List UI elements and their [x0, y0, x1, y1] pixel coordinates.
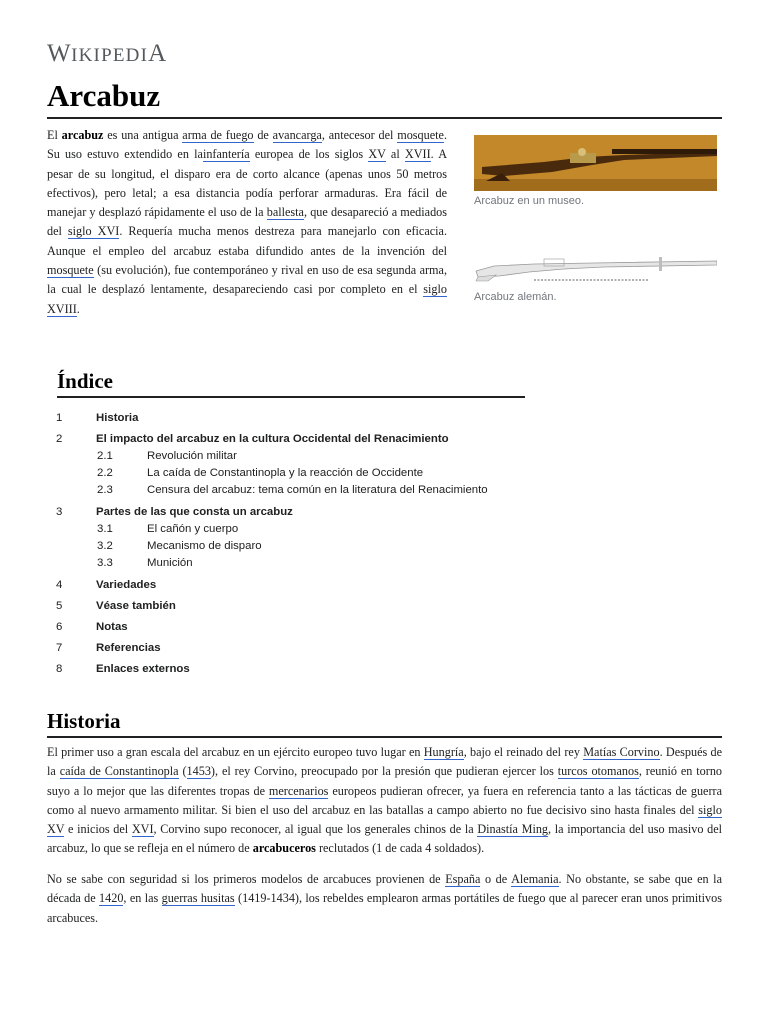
title-divider	[47, 117, 722, 119]
historia-paragraph-2	[47, 870, 722, 928]
arquebus-german-drawing	[474, 251, 717, 287]
wordmark-part: W	[47, 40, 72, 67]
bold-term-arcabuceros: arcabuceros	[252, 841, 316, 856]
lead-text: de	[253, 128, 273, 142]
lead-text: al	[385, 147, 405, 162]
link-siglo-xv[interactable]: XV	[368, 147, 386, 162]
figure-caption: Arcabuz en un museo.	[474, 195, 585, 207]
toc-item-label: Variedades	[96, 579, 157, 591]
toc-item-number: 7	[56, 642, 63, 654]
body-text: El primer uso a gran escala del arcabuz en un ejército europeo tuvo lugar en	[47, 745, 424, 759]
toc-subitem-label: Mecanismo de disparo	[147, 540, 262, 552]
link-mosquete[interactable]: mosquete	[397, 128, 444, 142]
page-title: Arcabuz	[47, 78, 161, 113]
lead-text: , que desapareció a mediados del	[47, 205, 447, 239]
historia-paragraph-1	[47, 743, 722, 859]
lead-text: . Requería mucha menos destreza para manejarlo con eficacia. Aunque el empleo del arcabuz estaba difundido antes de la invención del	[47, 224, 447, 258]
section-heading-historia: Historia	[47, 709, 121, 733]
toc-item-number: 8	[56, 663, 63, 675]
link-avancarga[interactable]: avancarga	[272, 128, 322, 142]
body-text: e inicios del	[64, 822, 132, 837]
link-matias-corvino[interactable]: Matías Corvino	[583, 745, 660, 759]
wikipedia-wordmark[interactable]	[47, 40, 167, 68]
body-text: , bajo el reinado del rey	[463, 745, 584, 759]
lead-text: europea de los siglos	[249, 147, 369, 162]
link-1420[interactable]: 1420	[99, 891, 124, 906]
link-espana[interactable]: España	[445, 872, 481, 886]
link-1453[interactable]: 1453	[186, 764, 211, 779]
lead-text: . Su uso estuvo extendido en la	[47, 128, 447, 162]
body-text: . Después de la	[47, 745, 723, 779]
toc-subitem-label: Censura del arcabuz: tema común en la literatura del Renacimiento	[147, 484, 488, 496]
arquebus-museum-image[interactable]	[474, 135, 717, 191]
body-text: , en las	[123, 891, 162, 906]
lead-text: .	[76, 301, 80, 316]
wordmark-part: IKIPEDI	[71, 45, 149, 66]
toc-item-number: 4	[56, 579, 63, 591]
link-turcos-otomanos[interactable]: turcos otomanos	[557, 764, 639, 779]
figure-caption: Arcabuz alemán.	[474, 291, 557, 303]
figure-german	[474, 251, 717, 303]
toc-subitem-number: 2.1	[97, 450, 113, 462]
toc-item-label: Referencias	[96, 642, 161, 654]
lead-text: es una antigua	[103, 128, 183, 142]
toc-subitem-label: Munición	[147, 557, 193, 569]
link-caida-constantinopla[interactable]: caída de Constantinopla	[59, 764, 179, 779]
toc-heading: Índice	[57, 369, 114, 393]
body-text: , Corvino supo reconocer, al igual que los generales chinos de la	[153, 822, 478, 837]
lead-bold-term: arcabuz	[61, 128, 104, 142]
link-mercenarios[interactable]: mercenarios	[268, 783, 329, 798]
lead-text: (su evolución), fue contemporáneo y rival en uso de esa segunda arma, la cual le desplazó lentamente, desapareciendo casi por completo en el	[47, 263, 447, 297]
figure-museum	[474, 135, 717, 207]
body-text: ), el rey Corvino, preocupado por la presión que pudieran ejercer los	[210, 764, 558, 779]
link-infanteria[interactable]: infantería	[202, 147, 250, 162]
toc-item-label: Historia	[96, 412, 139, 424]
link-alemania[interactable]: Alemania	[511, 872, 559, 886]
toc-subitem-label: El cañón y cuerpo	[147, 523, 239, 535]
link-siglo-xvii[interactable]: XVII	[404, 147, 431, 162]
lead-paragraph	[47, 126, 447, 319]
toc-subitem-label: Revolución militar	[147, 450, 237, 462]
toc-item-label: El impacto del arcabuz en la cultura Occidental del Renacimiento	[96, 433, 449, 445]
lead-text: . A pesar de su longitud, el disparo era de corto alcance (apenas unos 50 metros efectivos), pero letal; a esa distancia podía perforar armaduras. Era fácil de manejar y desplazó rápidamente el uso de la	[47, 147, 448, 220]
arquebus-museum-drawing	[474, 135, 717, 191]
body-text: europeos pudieran ofrecer, ya fuera en referencia tanto a las tácticas de guerra como al nuevo armamento militar. Si bien el uso del arcabuz en las batallas a campo abierto no fue decisivo sino hasta finales del	[47, 783, 722, 817]
body-text: o de	[480, 872, 512, 886]
link-xvi[interactable]: XVI	[131, 822, 154, 837]
toc-item-number: 2	[56, 433, 63, 445]
body-text: , reunió en torno suyo a lo mejor que las diferentes tropas de	[47, 764, 723, 798]
link-mosquete-2[interactable]: mosquete	[47, 263, 94, 278]
body-text: . No obstante, se sabe que en la década de	[47, 872, 722, 906]
lead-text: El	[47, 128, 62, 142]
toc-subitem-number: 3.1	[97, 523, 113, 535]
link-dinastia-ming[interactable]: Dinastía Ming	[477, 822, 549, 837]
lead-text: , antecesor del	[321, 128, 398, 142]
toc-subitem-label: La caída de Constantinopla y la reacción de Occidente	[147, 467, 424, 479]
body-text: (	[178, 764, 187, 779]
link-siglo-xviii[interactable]: siglo XVIII	[47, 282, 447, 316]
body-text: (1419-1434), los rebeldes emplearon armas portátiles de fuego que al parecer eran unos primitivos arcabuces.	[47, 891, 722, 925]
link-siglo-xvi[interactable]: siglo XVI	[67, 224, 120, 239]
body-text: , la importancia del uso masivo del arcabuz, lo que se refleja en el número de	[47, 822, 723, 856]
toc-subitem-number: 2.2	[97, 467, 113, 479]
body-text: reclutados (1 de cada 4 soldados).	[315, 841, 485, 856]
link-guerras-husitas[interactable]: guerras husitas	[161, 891, 235, 906]
toc-subitem-number: 3.2	[97, 540, 113, 552]
toc-item-label: Partes de las que consta un arcabuz	[96, 506, 293, 518]
toc-subitem-number: 2.3	[97, 484, 113, 496]
toc-item-label: Enlaces externos	[96, 663, 190, 675]
link-hungria[interactable]: Hungría	[423, 745, 464, 759]
toc-item-number: 6	[56, 621, 63, 633]
toc-item-label: Notas	[96, 621, 128, 633]
link-siglo-xv-2[interactable]: siglo XV	[47, 802, 722, 837]
wordmark-part: A	[148, 40, 167, 67]
toc-divider	[57, 396, 525, 398]
toc-item-number: 1	[56, 412, 63, 424]
link-arma-de-fuego[interactable]: arma de fuego	[182, 128, 254, 142]
link-ballesta[interactable]: ballesta	[266, 205, 304, 220]
toc-item-label: Véase también	[96, 600, 176, 612]
arquebus-german-image[interactable]	[474, 251, 717, 287]
toc-item-number: 3	[56, 506, 63, 518]
body-text: No se sabe con seguridad si los primeros modelos de arcabuces provienen de	[47, 872, 446, 886]
toc-item-number: 5	[56, 600, 63, 612]
section-divider	[47, 736, 722, 738]
toc-subitem-number: 3.3	[97, 557, 113, 569]
